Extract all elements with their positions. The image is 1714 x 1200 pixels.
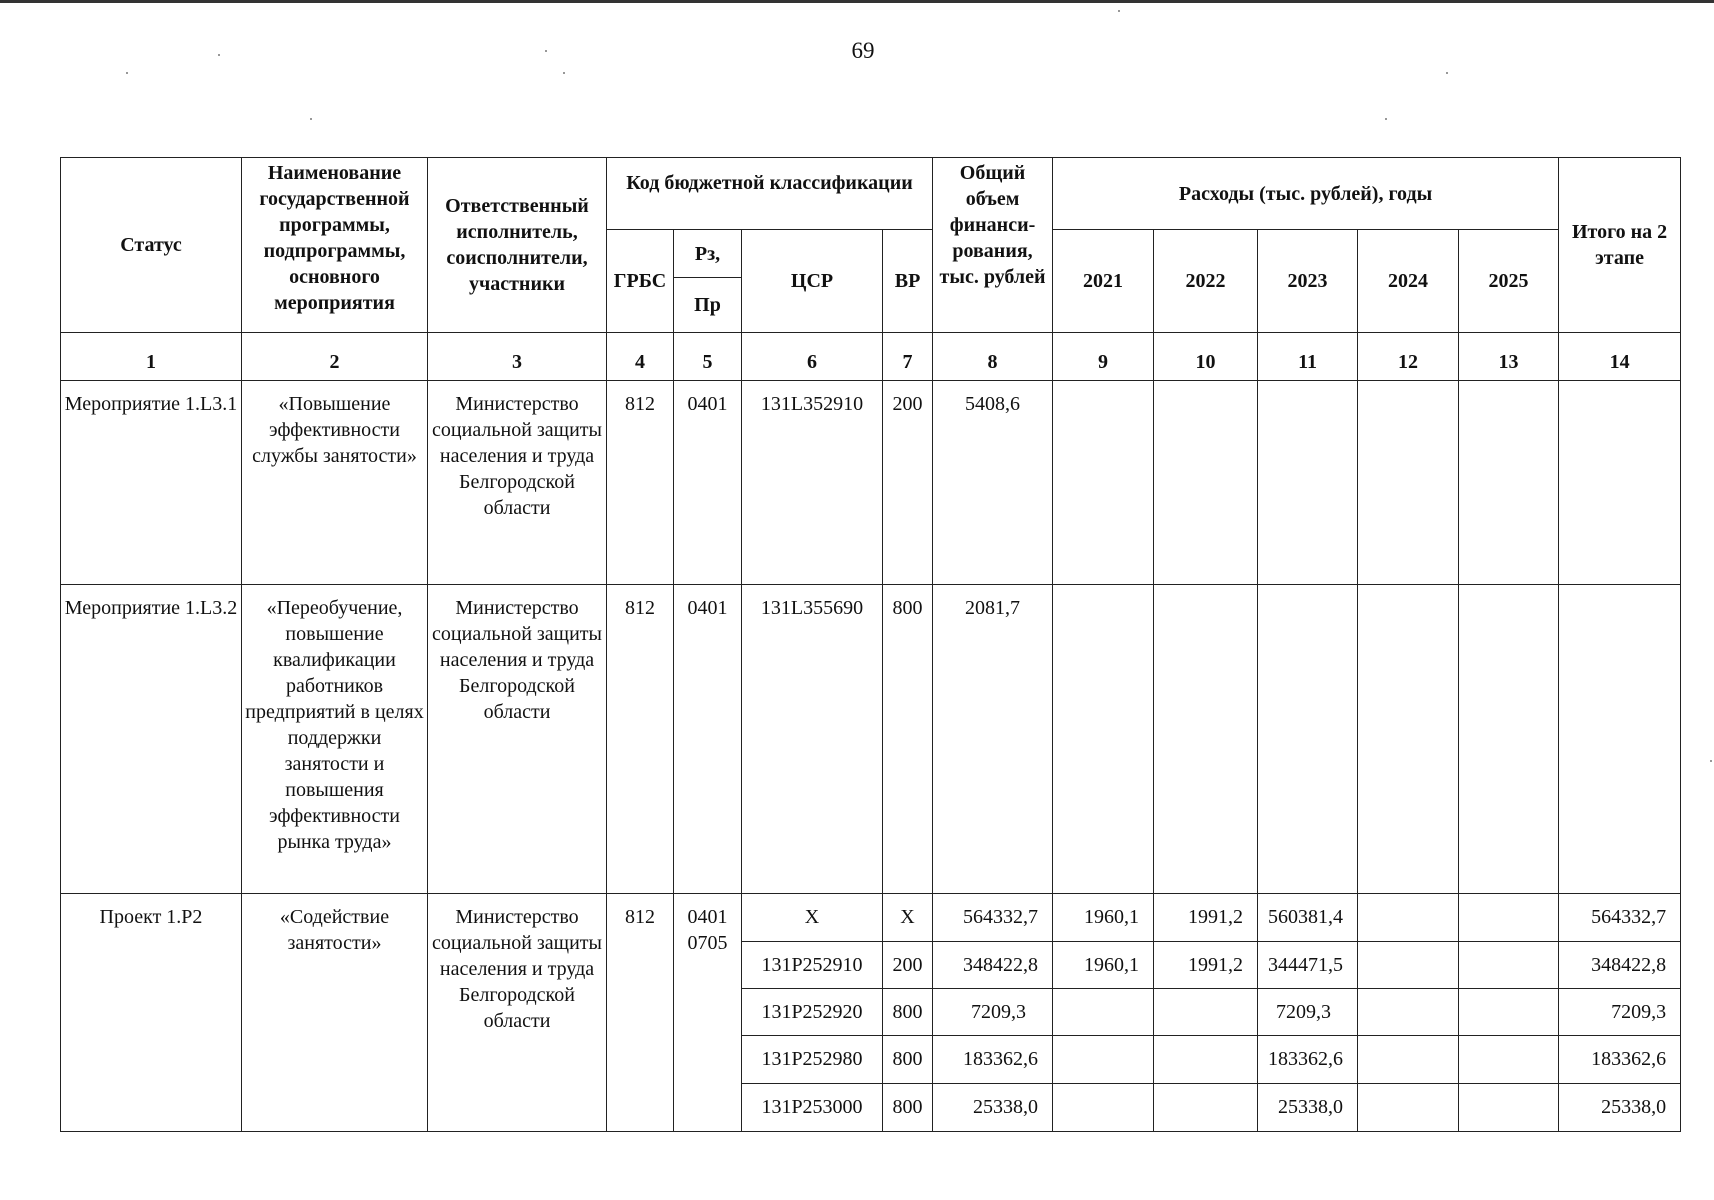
cell-vr: 800 <box>883 584 933 893</box>
cell-stage-total: 7209,3 <box>1559 988 1681 1035</box>
cell-2024 <box>1358 584 1459 893</box>
cell-vr: 800 <box>883 988 933 1035</box>
cell-2023: 344471,5 <box>1258 941 1358 988</box>
column-number: 2 <box>242 333 428 381</box>
scan-speck <box>1118 10 1120 12</box>
header-csr: ЦСР <box>742 230 883 333</box>
scan-speck <box>1446 72 1448 74</box>
cell-name: «Содействие занятости» <box>242 894 428 1132</box>
cell-rzpr: 0401 0705 <box>674 894 742 1132</box>
cell-status: Проект 1.Р2 <box>61 894 242 1132</box>
cell-vr: Х <box>883 894 933 941</box>
cell-2023: 560381,4 <box>1258 894 1358 941</box>
cell-2025 <box>1459 988 1559 1035</box>
cell-2024 <box>1358 381 1459 585</box>
cell-2022 <box>1154 988 1258 1035</box>
scan-speck <box>545 50 547 52</box>
cell-csr: 131Р252910 <box>742 941 883 988</box>
cell-csr: 131L355690 <box>742 584 883 893</box>
cell-2025 <box>1459 381 1559 585</box>
cell-2024 <box>1358 941 1459 988</box>
column-number: 1 <box>61 333 242 381</box>
header-year-2024: 2024 <box>1358 230 1459 333</box>
cell-2021: 1960,1 <box>1053 894 1154 941</box>
scan-speck <box>1385 118 1387 120</box>
table-row <box>61 381 1681 585</box>
cell-name: «Повышение эффективности службы занятости» <box>242 381 428 585</box>
header-total-stage: Итого на 2 этапе <box>1559 158 1681 333</box>
cell-2023 <box>1258 584 1358 893</box>
cell-stage-total: 348422,8 <box>1559 941 1681 988</box>
cell-stage-total <box>1559 584 1681 893</box>
column-number: 11 <box>1258 333 1358 381</box>
cell-2021 <box>1053 381 1154 585</box>
cell-grbs: 812 <box>607 584 674 893</box>
cell-2024 <box>1358 894 1459 941</box>
column-number: 13 <box>1459 333 1559 381</box>
cell-total: 7209,3 <box>933 988 1053 1035</box>
header-grbs: ГРБС <box>607 230 674 333</box>
cell-total: 183362,6 <box>933 1036 1053 1083</box>
cell-name: «Переобучение, повышение квалификации работников предприятий в целях поддержки занятости и повышения эффективности рынка труда» <box>242 584 428 893</box>
cell-status: Мероприятие 1.L3.2 <box>61 584 242 893</box>
page-number: 69 <box>851 38 875 63</box>
cell-2024 <box>1358 988 1459 1035</box>
cell-2025 <box>1459 1083 1559 1131</box>
column-number: 5 <box>674 333 742 381</box>
cell-total: 564332,7 <box>933 894 1053 941</box>
scan-speck <box>126 72 128 74</box>
cell-total: 2081,7 <box>933 584 1053 893</box>
header-pr: Пр <box>674 278 742 333</box>
cell-2022 <box>1154 1036 1258 1083</box>
header-rz: Рз, <box>674 230 742 278</box>
cell-2023: 7209,3 <box>1258 988 1358 1035</box>
column-number: 10 <box>1154 333 1258 381</box>
cell-2025 <box>1459 584 1559 893</box>
header-vr: ВР <box>883 230 933 333</box>
header-status: Статус <box>61 158 242 333</box>
cell-2023: 183362,6 <box>1258 1036 1358 1083</box>
cell-2025 <box>1459 894 1559 941</box>
budget-table <box>60 157 1681 1132</box>
column-number: 7 <box>883 333 933 381</box>
column-number: 9 <box>1053 333 1154 381</box>
cell-rzpr: 0401 <box>674 381 742 585</box>
cell-responsible: Министерство социальной защиты населения и труда Белгородской области <box>428 894 607 1132</box>
column-number: 12 <box>1358 333 1459 381</box>
header-total-volume: Общий объем финанси-рования, тыс. рублей <box>933 158 1053 333</box>
cell-total: 25338,0 <box>933 1083 1053 1131</box>
cell-2025 <box>1459 941 1559 988</box>
cell-2021 <box>1053 1036 1154 1083</box>
column-number-row <box>61 333 1681 381</box>
cell-2025 <box>1459 1036 1559 1083</box>
cell-stage-total <box>1559 381 1681 585</box>
cell-2022 <box>1154 381 1258 585</box>
scan-speck <box>310 118 312 120</box>
cell-2024 <box>1358 1036 1459 1083</box>
header-year-2025: 2025 <box>1459 230 1559 333</box>
header-name: Наименование государственной программы, подпрограммы, основного мероприятия <box>242 158 428 333</box>
table-row <box>61 584 1681 893</box>
cell-stage-total: 25338,0 <box>1559 1083 1681 1131</box>
header-expenses: Расходы (тыс. рублей), годы <box>1053 158 1559 230</box>
column-number: 14 <box>1559 333 1681 381</box>
cell-2021 <box>1053 988 1154 1035</box>
header-budget-code: Код бюджетной классификации <box>607 158 933 230</box>
column-number: 6 <box>742 333 883 381</box>
header-year-2023: 2023 <box>1258 230 1358 333</box>
cell-status: Мероприятие 1.L3.1 <box>61 381 242 585</box>
column-number: 4 <box>607 333 674 381</box>
cell-csr: Х <box>742 894 883 941</box>
cell-2022 <box>1154 584 1258 893</box>
cell-2022: 1991,2 <box>1154 941 1258 988</box>
header-year-2021: 2021 <box>1053 230 1154 333</box>
cell-rzpr: 0401 <box>674 584 742 893</box>
cell-responsible: Министерство социальной защиты населения и труда Белгородской области <box>428 584 607 893</box>
cell-2023: 25338,0 <box>1258 1083 1358 1131</box>
cell-vr: 800 <box>883 1036 933 1083</box>
cell-2022 <box>1154 1083 1258 1131</box>
cell-vr: 200 <box>883 941 933 988</box>
cell-csr: 131L352910 <box>742 381 883 585</box>
scan-speck <box>218 54 220 56</box>
cell-stage-total: 564332,7 <box>1559 894 1681 941</box>
cell-2021: 1960,1 <box>1053 941 1154 988</box>
column-number: 8 <box>933 333 1053 381</box>
top-border-line <box>0 0 1714 3</box>
cell-csr: 131Р252920 <box>742 988 883 1035</box>
cell-responsible: Министерство социальной защиты населения и труда Белгородской области <box>428 381 607 585</box>
table-row <box>61 894 1681 941</box>
scan-speck <box>1710 760 1712 762</box>
cell-stage-total: 183362,6 <box>1559 1036 1681 1083</box>
cell-2024 <box>1358 1083 1459 1131</box>
cell-2023 <box>1258 381 1358 585</box>
header-year-2022: 2022 <box>1154 230 1258 333</box>
header-responsible: Ответственный исполнитель, соисполнители, участники <box>428 158 607 333</box>
cell-2022: 1991,2 <box>1154 894 1258 941</box>
scan-speck <box>563 72 565 74</box>
column-number: 3 <box>428 333 607 381</box>
cell-total: 348422,8 <box>933 941 1053 988</box>
cell-csr: 131Р252980 <box>742 1036 883 1083</box>
cell-total: 5408,6 <box>933 381 1053 585</box>
cell-grbs: 812 <box>607 381 674 585</box>
cell-2021 <box>1053 584 1154 893</box>
cell-vr: 200 <box>883 381 933 585</box>
cell-vr: 800 <box>883 1083 933 1131</box>
cell-grbs: 812 <box>607 894 674 1132</box>
cell-2021 <box>1053 1083 1154 1131</box>
cell-csr: 131Р253000 <box>742 1083 883 1131</box>
